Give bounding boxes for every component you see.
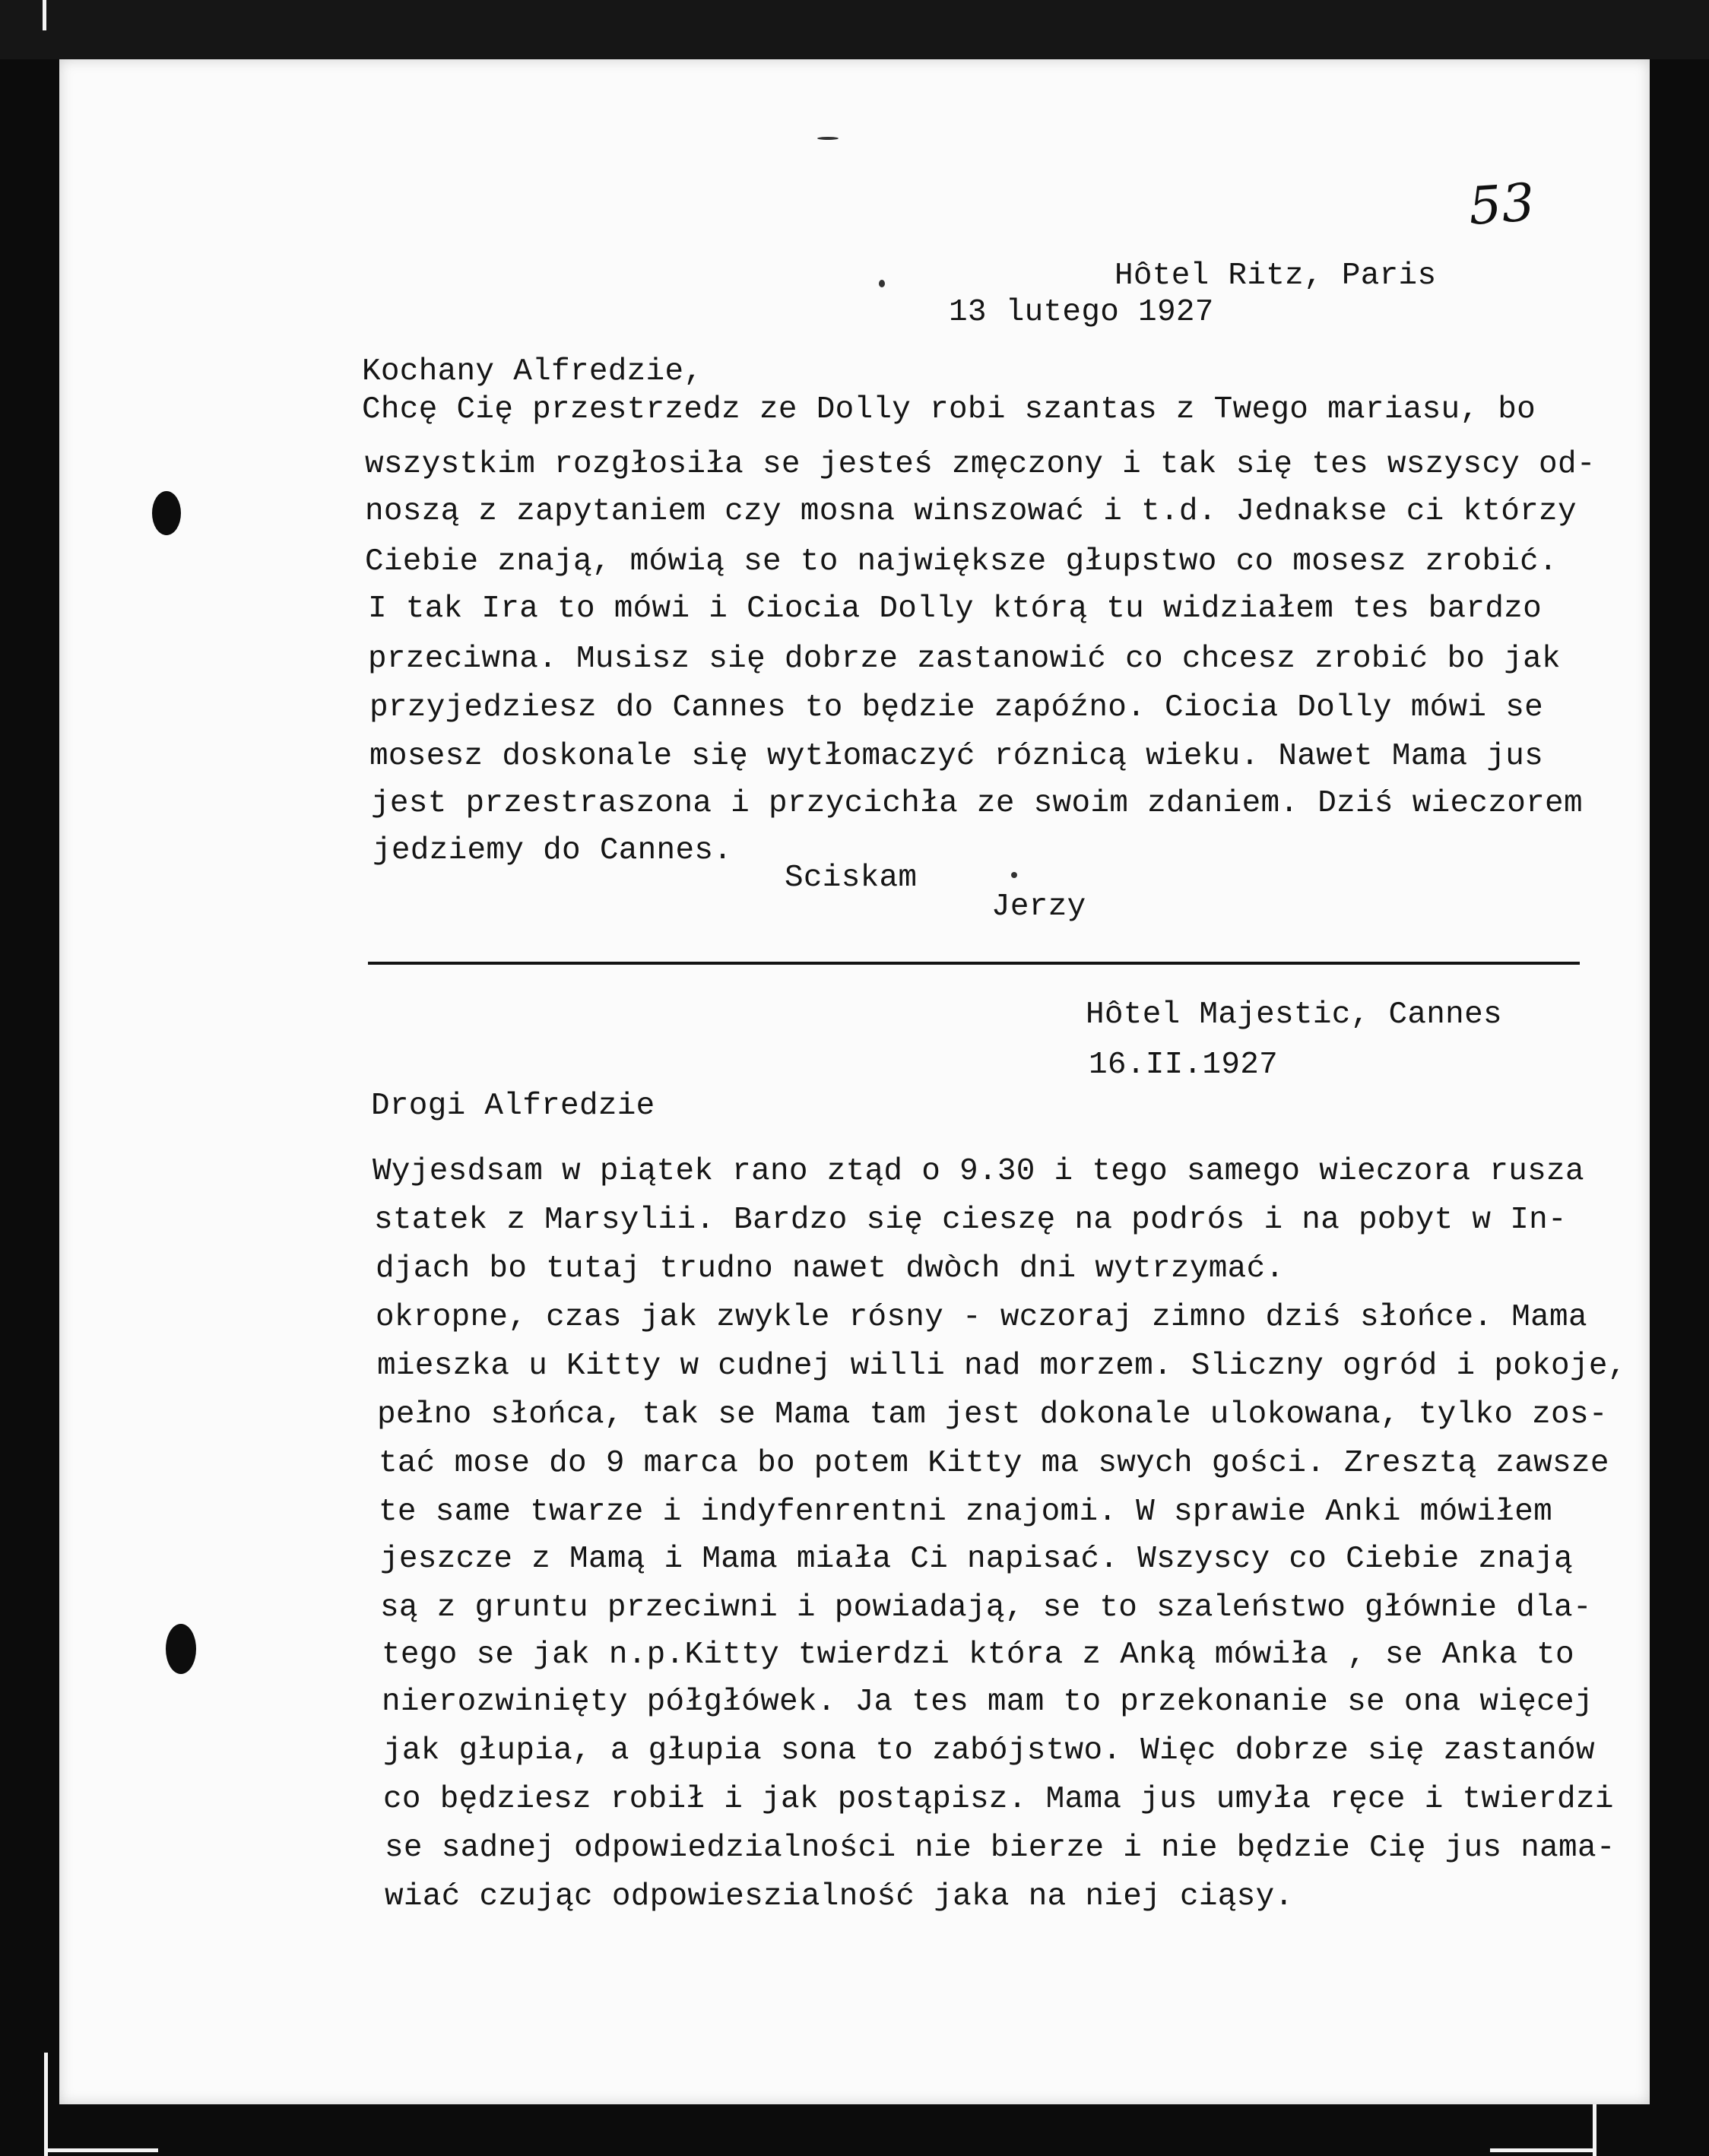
letter2-line: djach bo tutaj trudno nawet dwòch dni wytrzymać. [376,1251,1285,1286]
letter2-salutation: Drogi Alfredzie [371,1089,655,1124]
letter2-date: 16.II.1927 [1089,1048,1279,1083]
letter1-line: jest przestraszona i przycichła ze swoim zdaniem. Dziś wieczorem [371,786,1583,821]
letter1-line: wszystkim rozgłosiła se jesteś zmęczony i tak się tes wszyscy od- [365,447,1596,482]
punch-hole-top [152,491,181,535]
crop-mark-bottom-right-horizontal [1490,2148,1596,2152]
letter1-line: Chcę Cię przestrzedz ze Dolly robi szantas z Twego mariasu, bo [362,392,1536,427]
letter1-line: jedziemy do Cannes. [373,833,733,868]
letter1-line: noszą z zapytaniem czy mosna winszować i t.d. Jednaksе ci którzy [365,494,1577,529]
letter2-line: nierozwinięty półgłówek. Ja tes mam to przekonanie se ona więcej [382,1685,1593,1720]
letter2-line: tać mose do 9 marca bo potem Kitty ma swych gości. Zresztą zawsze [379,1446,1609,1481]
letter2-line: mieszka u Kitty w cudnej willi nad morzem. Sliczny ogród i pokoje, [377,1349,1627,1384]
letter-divider [368,962,1580,965]
letter2-line: są z gruntu przeciwni i powiadają, se to szaleństwo głównie dla- [380,1590,1592,1625]
crop-mark-bottom-left-horizontal [44,2148,158,2152]
letter1-salutation: Kochany Alfredzie, [362,354,703,389]
page-number: 53 [1466,173,1537,237]
letter1-closing: Sciskam [785,861,918,896]
letter2-line: jak głupia, a głupia sona to zabójstwo. Więc dobrze się zastanów [383,1733,1595,1768]
letter2-line: Wyjesdsam w piątek rano ztąd o 9.30 i tego samego wieczora rusza [373,1154,1584,1189]
letter2-line: pełno słońca, tak se Mama tam jest dokonale ulokowana, tylko zos- [377,1397,1608,1432]
letter2-line: co będziesz robił i jak postąpisz. Mama jus umyła ręce i twierdzi [383,1782,1614,1817]
speck [817,137,839,140]
letter2-line: se sadnej odpowiedzialności nie bierze i nie będzie Cię jus nama- [385,1831,1615,1866]
film-border [0,0,1709,59]
letter1-line: przeciwna. Musisz się dobrze zastanowić co chcesz zrobić bo jak [368,642,1561,677]
letter1-signature: Jerzy [991,889,1086,924]
letter2-line: wiać czując odpowieszialność jaka na niej ciąsy. [385,1879,1294,1914]
letter1-line: mosesz doskonale się wytłomaczyć róznicą wieku. Nawet Mama jus [369,739,1544,774]
letter2-line: tego se jak n.p.Kitty twierdzi która z Anką mówiła , se Anka to [382,1638,1574,1672]
letter1-line: I tak Ira to mówi i Ciocia Dolly którą tu widziałem tes bardzo [368,591,1543,626]
letter2-line: jeszcze z Mamą i Mama miała Ci napisać. Wszyscy co Ciebie znają [380,1542,1573,1577]
speck [1011,872,1017,878]
letter1-line: przyjedziesz do Cannes to będzie zapóźno. Ciocia Dolly mówi se [369,690,1544,725]
crop-mark-bottom-left-vertical [44,2053,48,2156]
crop-mark-top-left [43,0,46,30]
speck [879,280,885,287]
letter2-hotel: Hôtel Majestic, Cannes [1086,997,1502,1032]
letter2-line: te same twarze i indyfenrentni znajomi. W sprawie Anki mówiłem [379,1495,1553,1530]
letter1-hotel: Hôtel Ritz, Paris [1114,258,1437,293]
letter2-line: statek z Marsylii. Bardzo się cieszę na podrós i na pobyt w In- [374,1203,1567,1238]
punch-hole-bottom [166,1624,196,1674]
letter1-line: Ciebie znają, mówią se to największe głupstwo co mosesz zrobić. [365,544,1558,579]
letter2-line: okropne, czas jak zwykle rósny - wczoraj zimno dziś słońce. Mama [376,1300,1587,1335]
letter1-date: 13 lutego 1927 [949,295,1214,330]
